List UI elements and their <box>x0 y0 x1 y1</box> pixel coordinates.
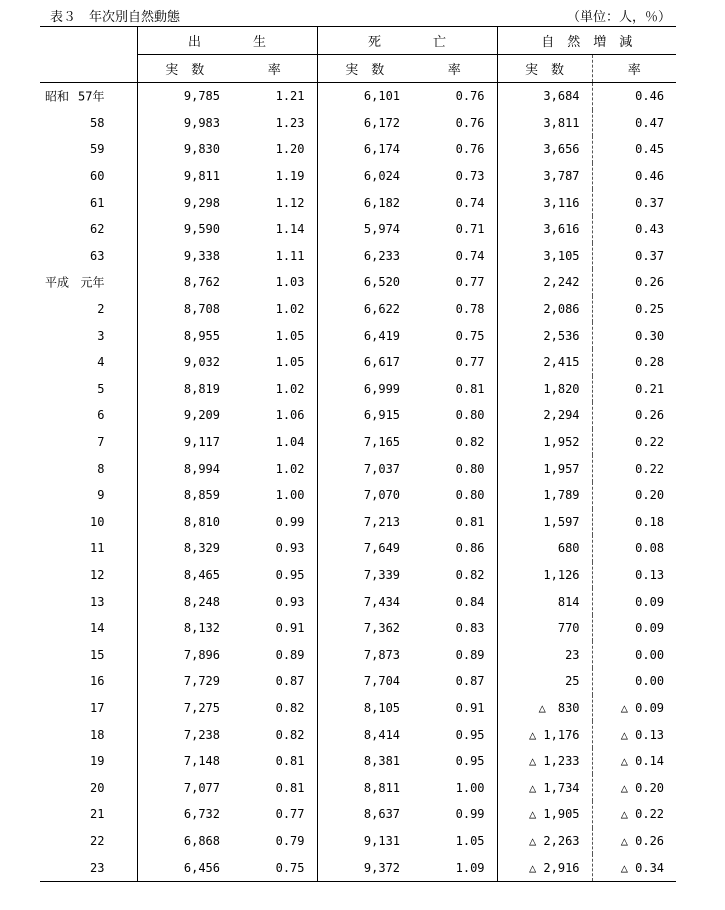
births-rate-cell: 1.05 <box>275 355 305 370</box>
deaths-rate-cell: 0.82 <box>455 435 485 450</box>
year-cell <box>40 269 137 296</box>
natural-rate-header: 率 <box>592 55 676 83</box>
year-label: 3 <box>97 328 105 343</box>
table-row <box>40 83 676 110</box>
year-label: 7 <box>97 435 105 450</box>
table-row <box>40 269 676 296</box>
births-count-cell: 8,465 <box>137 562 232 589</box>
natural-rate-cell: 0.09 <box>592 588 676 615</box>
deaths-rate-cell: 0.91 <box>455 700 485 715</box>
births-count-cell: 8,819 <box>137 376 232 403</box>
natural-rate-cell: 0.45 <box>592 136 676 163</box>
table-row <box>40 110 676 137</box>
births-rate-cell: 0.91 <box>275 621 305 636</box>
table-row <box>40 828 676 855</box>
deaths-count-cell: 7,873 <box>317 641 412 668</box>
births-rate-cell: 0.87 <box>275 674 305 689</box>
births-rate-header: 率 <box>232 55 317 83</box>
year-cell <box>40 615 137 642</box>
births-rate-cell: 0.77 <box>275 807 305 822</box>
natural-rate-cell: 0.00 <box>592 668 676 695</box>
deaths-count-cell: 7,339 <box>317 562 412 589</box>
natural-rate-cell: 0.22 <box>592 455 676 482</box>
deaths-rate-cell: 0.83 <box>455 621 485 636</box>
deaths-rate-cell: 0.76 <box>455 142 485 157</box>
births-count-cell: 6,456 <box>137 854 232 881</box>
deaths-count-cell: 6,915 <box>317 402 412 429</box>
year-cell <box>40 216 137 243</box>
year-label: 62 <box>90 222 105 237</box>
deaths-count-header: 実 数 <box>317 55 412 83</box>
table-row <box>40 429 676 456</box>
table-row <box>40 535 676 562</box>
deaths-count-cell: 6,622 <box>317 296 412 323</box>
natural-count-cell: 1,789 <box>497 482 592 509</box>
natural-rate-cell: 0.20 <box>592 482 676 509</box>
births-count-cell: 8,859 <box>137 482 232 509</box>
natural-rate-cell: △ 0.20 <box>592 774 676 801</box>
births-rate-cell: 1.20 <box>275 142 305 157</box>
natural-rate-cell: 0.00 <box>592 641 676 668</box>
table-row <box>40 296 676 323</box>
deaths-count-cell: 7,362 <box>317 615 412 642</box>
births-rate-cell: 0.82 <box>275 727 305 742</box>
natural-count-cell: 1,957 <box>497 455 592 482</box>
table-title: 表３ 年次別自然動態 <box>50 10 181 25</box>
year-cell <box>40 376 137 403</box>
deaths-rate-cell: 0.71 <box>455 222 485 237</box>
births-count-cell: 8,248 <box>137 588 232 615</box>
natural-count-cell: 3,656 <box>497 136 592 163</box>
natural-count-cell: 3,684 <box>497 83 592 110</box>
natural-count-cell: △ 1,734 <box>497 774 592 801</box>
births-count-cell: 6,868 <box>137 828 232 855</box>
deaths-rate-cell: 0.76 <box>455 115 485 130</box>
natural-rate-cell: 0.37 <box>592 243 676 270</box>
year-cell <box>40 163 137 190</box>
natural-count-cell: △ 1,233 <box>497 748 592 775</box>
table-row <box>40 136 676 163</box>
natural-rate-cell: 0.43 <box>592 216 676 243</box>
year-label: 58 <box>90 115 105 130</box>
deaths-count-cell: 8,414 <box>317 721 412 748</box>
table-row <box>40 695 676 722</box>
deaths-header: 死 亡 <box>317 27 497 55</box>
deaths-count-cell: 9,131 <box>317 828 412 855</box>
births-rate-cell: 1.14 <box>275 222 305 237</box>
natural-count-cell: 2,086 <box>497 296 592 323</box>
table-row <box>40 588 676 615</box>
births-count-cell: 9,830 <box>137 136 232 163</box>
year-label: 20 <box>90 780 105 795</box>
year-cell <box>40 482 137 509</box>
births-count-cell: 9,785 <box>137 83 232 110</box>
births-count-cell: 8,762 <box>137 269 232 296</box>
natural-rate-cell: 0.28 <box>592 349 676 376</box>
year-cell <box>40 535 137 562</box>
natural-count-cell: 3,105 <box>497 243 592 270</box>
table-row <box>40 641 676 668</box>
natural-count-cell: 1,126 <box>497 562 592 589</box>
deaths-rate-cell: 0.77 <box>455 355 485 370</box>
natural-rate-cell: 0.09 <box>592 615 676 642</box>
deaths-rate-cell: 0.82 <box>455 567 485 582</box>
births-count-cell: 9,983 <box>137 110 232 137</box>
natural-count-cell: 25 <box>497 668 592 695</box>
table-row <box>40 376 676 403</box>
births-count-cell: 8,708 <box>137 296 232 323</box>
natural-count-cell: 814 <box>497 588 592 615</box>
natural-rate-cell: 0.08 <box>592 535 676 562</box>
deaths-count-cell: 8,381 <box>317 748 412 775</box>
deaths-count-cell: 7,037 <box>317 455 412 482</box>
year-label: 10 <box>90 514 105 529</box>
births-rate-cell: 0.82 <box>275 700 305 715</box>
year-label: 63 <box>90 248 105 263</box>
table-row <box>40 349 676 376</box>
year-cell <box>40 429 137 456</box>
deaths-count-cell: 6,233 <box>317 243 412 270</box>
table-row <box>40 721 676 748</box>
year-label: 5 <box>97 381 105 396</box>
births-rate-cell: 1.19 <box>275 169 305 184</box>
year-label: 12 <box>90 567 105 582</box>
year-cell <box>40 402 137 429</box>
deaths-rate-cell: 0.89 <box>455 647 485 662</box>
births-rate-cell: 0.75 <box>232 854 317 881</box>
year-label: 18 <box>90 727 105 742</box>
year-label: 11 <box>90 541 105 556</box>
year-label: 元年 <box>80 275 105 290</box>
births-count-cell: 8,994 <box>137 455 232 482</box>
natural-rate-cell: 0.46 <box>592 163 676 190</box>
natural-count-cell: △ 2,916 <box>497 854 592 881</box>
natural-rate-cell: 0.26 <box>592 402 676 429</box>
natural-rate-cell: △ 0.14 <box>592 748 676 775</box>
table-row <box>40 509 676 536</box>
era-label: 平成 <box>45 275 70 290</box>
table-row <box>40 163 676 190</box>
year-cell <box>40 509 137 536</box>
natural-count-cell: 2,536 <box>497 322 592 349</box>
deaths-rate-cell: 0.87 <box>455 674 485 689</box>
table-row <box>40 748 676 775</box>
deaths-count-cell: 7,165 <box>317 429 412 456</box>
natural-count-cell: 3,116 <box>497 189 592 216</box>
natural-rate-cell: 0.47 <box>592 110 676 137</box>
year-cell <box>40 641 137 668</box>
table-row <box>40 482 676 509</box>
births-count-cell: 8,132 <box>137 615 232 642</box>
year-cell <box>40 854 137 881</box>
natural-count-cell: 770 <box>497 615 592 642</box>
natural-rate-cell: △ 0.09 <box>592 695 676 722</box>
deaths-count-cell: 8,105 <box>317 695 412 722</box>
deaths-rate-header: 率 <box>412 55 497 83</box>
table-row <box>40 615 676 642</box>
births-count-cell: 9,338 <box>137 243 232 270</box>
year-header <box>40 27 137 83</box>
natural-rate-cell: 0.13 <box>592 562 676 589</box>
births-count-cell: 9,590 <box>137 216 232 243</box>
births-count-cell: 7,077 <box>137 774 232 801</box>
natural-rate-cell: △ 0.34 <box>592 854 676 881</box>
births-rate-cell: 0.81 <box>275 754 305 769</box>
births-rate-cell: 1.02 <box>275 302 305 317</box>
births-rate-cell: 1.12 <box>275 195 305 210</box>
deaths-rate-cell: 0.75 <box>455 328 485 343</box>
natural-rate-cell: 0.22 <box>592 429 676 456</box>
births-rate-cell: 1.04 <box>275 435 305 450</box>
deaths-count-cell: 6,172 <box>317 110 412 137</box>
natural-count-cell: 680 <box>497 535 592 562</box>
deaths-rate-cell: 0.74 <box>455 248 485 263</box>
deaths-rate-cell: 0.73 <box>455 169 485 184</box>
births-rate-cell: 1.21 <box>275 89 305 104</box>
year-cell <box>40 721 137 748</box>
deaths-rate-cell: 0.81 <box>455 381 485 396</box>
deaths-count-cell: 6,617 <box>317 349 412 376</box>
year-label: 23 <box>90 860 105 875</box>
deaths-count-cell: 6,999 <box>317 376 412 403</box>
deaths-count-cell: 7,213 <box>317 509 412 536</box>
births-count-header: 実 数 <box>137 55 232 83</box>
deaths-rate-cell: 0.86 <box>455 541 485 556</box>
natural-rate-cell: 0.18 <box>592 509 676 536</box>
year-cell <box>40 349 137 376</box>
natural-count-cell: 2,242 <box>497 269 592 296</box>
table-row <box>40 668 676 695</box>
deaths-rate-cell: 0.84 <box>455 594 485 609</box>
natural-rate-cell: 0.37 <box>592 189 676 216</box>
deaths-count-cell: 6,174 <box>317 136 412 163</box>
year-label: 14 <box>90 621 105 636</box>
year-cell <box>40 83 137 110</box>
year-cell <box>40 801 137 828</box>
table-row <box>40 854 676 881</box>
natural-rate-cell: △ 0.13 <box>592 721 676 748</box>
table-row <box>40 189 676 216</box>
deaths-count-cell: 7,704 <box>317 668 412 695</box>
births-count-cell: 8,810 <box>137 509 232 536</box>
year-label: 2 <box>97 302 105 317</box>
natural-rate-cell: 0.46 <box>592 83 676 110</box>
deaths-rate-cell: 1.05 <box>455 833 485 848</box>
natural-count-cell: 3,811 <box>497 110 592 137</box>
year-label: 61 <box>90 195 105 210</box>
table-row <box>40 243 676 270</box>
year-cell <box>40 588 137 615</box>
year-cell <box>40 695 137 722</box>
natural-count-cell: 23 <box>497 641 592 668</box>
births-count-cell: 7,148 <box>137 748 232 775</box>
deaths-rate-cell: 0.78 <box>455 302 485 317</box>
deaths-rate-cell: 1.00 <box>455 780 485 795</box>
year-cell <box>40 455 137 482</box>
births-rate-cell: 0.99 <box>275 514 305 529</box>
year-cell <box>40 828 137 855</box>
deaths-count-cell: 5,974 <box>317 216 412 243</box>
deaths-rate-cell: 1.09 <box>412 854 497 881</box>
deaths-rate-cell: 0.80 <box>455 461 485 476</box>
natural-count-cell: 2,294 <box>497 402 592 429</box>
year-cell <box>40 189 137 216</box>
table-row <box>40 774 676 801</box>
births-rate-cell: 1.06 <box>275 408 305 423</box>
natural-rate-cell: 0.26 <box>592 269 676 296</box>
year-label: 19 <box>90 754 105 769</box>
deaths-count-cell: 6,024 <box>317 163 412 190</box>
births-count-cell: 8,329 <box>137 535 232 562</box>
natural-change-header: 自 然 増 減 <box>497 27 676 55</box>
year-label: 59 <box>90 142 105 157</box>
natural-count-cell: △ 830 <box>497 695 592 722</box>
births-count-cell: 7,275 <box>137 695 232 722</box>
deaths-count-cell: 8,637 <box>317 801 412 828</box>
natural-count-cell: △ 2,263 <box>497 828 592 855</box>
natural-rate-cell: 0.30 <box>592 322 676 349</box>
births-count-cell: 7,238 <box>137 721 232 748</box>
natural-count-cell: 1,597 <box>497 509 592 536</box>
year-label: 9 <box>97 488 105 503</box>
natural-rate-cell: △ 0.22 <box>592 801 676 828</box>
births-rate-cell: 1.23 <box>275 115 305 130</box>
births-count-cell: 7,729 <box>137 668 232 695</box>
births-rate-cell: 1.00 <box>275 488 305 503</box>
deaths-rate-cell: 0.95 <box>455 754 485 769</box>
births-rate-cell: 1.05 <box>275 328 305 343</box>
deaths-count-cell: 7,434 <box>317 588 412 615</box>
year-cell <box>40 322 137 349</box>
births-count-cell: 7,896 <box>137 641 232 668</box>
year-label: 6 <box>97 408 105 423</box>
deaths-count-cell: 6,182 <box>317 189 412 216</box>
deaths-count-cell: 8,811 <box>317 774 412 801</box>
deaths-rate-cell: 0.81 <box>455 514 485 529</box>
births-count-cell: 9,298 <box>137 189 232 216</box>
deaths-rate-cell: 0.95 <box>455 727 485 742</box>
table-row <box>40 801 676 828</box>
natural-population-table <box>40 26 676 882</box>
year-label: 21 <box>90 807 105 822</box>
deaths-rate-cell: 0.74 <box>455 195 485 210</box>
deaths-rate-cell: 0.80 <box>455 408 485 423</box>
natural-count-cell: 1,820 <box>497 376 592 403</box>
natural-count-cell: △ 1,176 <box>497 721 592 748</box>
natural-rate-cell: △ 0.26 <box>592 828 676 855</box>
natural-count-cell: 1,952 <box>497 429 592 456</box>
births-rate-cell: 0.89 <box>275 647 305 662</box>
births-count-cell: 9,811 <box>137 163 232 190</box>
natural-rate-cell: 0.25 <box>592 296 676 323</box>
births-rate-cell: 1.11 <box>275 248 305 263</box>
year-cell <box>40 748 137 775</box>
year-label: 4 <box>97 355 105 370</box>
year-cell <box>40 243 137 270</box>
year-cell <box>40 296 137 323</box>
year-label: 15 <box>90 647 105 662</box>
births-rate-cell: 0.93 <box>275 594 305 609</box>
year-cell <box>40 562 137 589</box>
table-row <box>40 402 676 429</box>
births-rate-cell: 1.03 <box>275 275 305 290</box>
year-label: 16 <box>90 674 105 689</box>
births-count-cell: 8,955 <box>137 322 232 349</box>
year-cell <box>40 774 137 801</box>
natural-count-header: 実 数 <box>497 55 592 83</box>
deaths-count-cell: 7,070 <box>317 482 412 509</box>
table-row <box>40 562 676 589</box>
births-count-cell: 9,032 <box>137 349 232 376</box>
deaths-rate-cell: 0.76 <box>455 89 485 104</box>
unit-note: （単位：人，％） <box>567 10 672 25</box>
natural-count-cell: 3,616 <box>497 216 592 243</box>
births-header: 出 生 <box>137 27 317 55</box>
year-label: 60 <box>90 169 105 184</box>
year-cell <box>40 110 137 137</box>
births-rate-cell: 0.81 <box>275 780 305 795</box>
era-label: 昭和 <box>45 89 70 104</box>
year-label: 22 <box>90 833 105 848</box>
deaths-count-cell: 9,372 <box>317 854 412 881</box>
table-row <box>40 216 676 243</box>
deaths-rate-cell: 0.77 <box>455 275 485 290</box>
births-rate-cell: 0.79 <box>275 833 305 848</box>
births-rate-cell: 0.95 <box>275 567 305 582</box>
births-rate-cell: 1.02 <box>275 381 305 396</box>
births-count-cell: 6,732 <box>137 801 232 828</box>
table-row <box>40 322 676 349</box>
deaths-count-cell: 6,520 <box>317 269 412 296</box>
natural-count-cell: 2,415 <box>497 349 592 376</box>
year-cell <box>40 668 137 695</box>
natural-count-cell: 3,787 <box>497 163 592 190</box>
year-label: 13 <box>90 594 105 609</box>
deaths-rate-cell: 0.80 <box>455 488 485 503</box>
births-count-cell: 9,209 <box>137 402 232 429</box>
deaths-count-cell: 6,419 <box>317 322 412 349</box>
births-count-cell: 9,117 <box>137 429 232 456</box>
year-label: 17 <box>90 700 105 715</box>
births-rate-cell: 1.02 <box>275 461 305 476</box>
table-row <box>40 455 676 482</box>
year-label: 57年 <box>78 89 105 104</box>
natural-count-cell: △ 1,905 <box>497 801 592 828</box>
natural-rate-cell: 0.21 <box>592 376 676 403</box>
deaths-rate-cell: 0.99 <box>455 807 485 822</box>
deaths-count-cell: 7,649 <box>317 535 412 562</box>
births-rate-cell: 0.93 <box>275 541 305 556</box>
year-cell <box>40 136 137 163</box>
year-label: 8 <box>97 461 105 476</box>
deaths-count-cell: 6,101 <box>317 83 412 110</box>
